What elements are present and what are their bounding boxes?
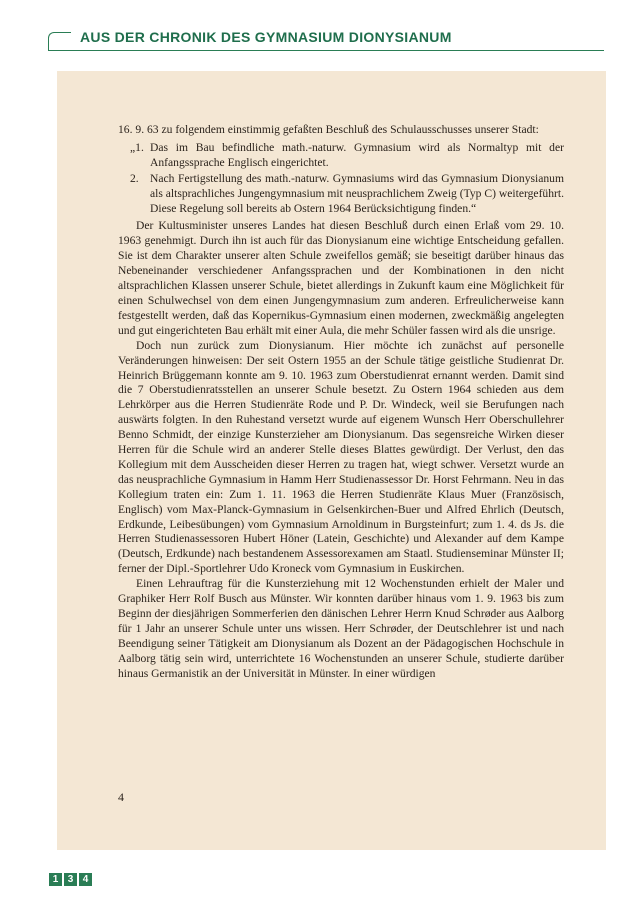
quote-item-number: 2. [130, 171, 139, 185]
page-indicator-digit: 4 [79, 873, 92, 886]
body-paragraph: Doch nun zurück zum Dionysianum. Hier möchte ich zunächst auf personelle Veränderungen hinweisen: Der seit Ostern 1955 an der Schule tätige geistliche Studienrat Dr. Heinrich Brüggemann konnte am 9. 10. 1963 zum Oberstudienrat ernannt werden. Damit sind die 7 Oberstudienratsstellen an unserer Schule besetzt. Zu Ostern 1964 schieden aus dem Lehrkörper aus die Herren Studienräte Rode und P. Dr. Windeck, weil sie Berufungen nach auswärts folgten. In den Ruhestand versetzt wurde auf eigenem Wunsch Herr Oberschullehrer Benno Schmidt, der einzige Kunsterzieher am Dionysianum. Das segensreiche Wirken dieser Herren für die Schule wird an anderer Stelle dieses Blattes gewürdigt. Der Verlust, den das Kollegium mit dem Ausscheiden dieser Herren zu tragen hat, wiegt schwer. Versetzt wurde an das neusprachliche Gymnasium in Hamm Herr Studienassessor Dr. Horst Fehrmann. Neu in das Kollegium traten ein: Zum 1. 11. 1963 die Herren Studienräte Klaus Muer (Französisch, Englisch) vom Max-Planck-Gymnasium in Gelsenkirchen-Buer und Alfred Ehrlich (Deutsch, Erdkunde, Leibesübungen) vom Gymnasium Arnoldinum in Burgsteinfurt; zum 1. 4. ds Js. die Herren Studienassessoren Hubert Höner (Latein, Geschichte) und Alexander auf dem Kampe (Deutsch, Erdkunde) nach bestandenem Assessorexamen am Staatl. Studienseminar Münster II; ferner der Dipl.-Sportlehrer Udo Kroneck vom Gymnasium in Euskirchen. [118, 338, 564, 576]
page-number: 4 [118, 790, 124, 804]
page-indicator-digit: 1 [49, 873, 62, 886]
resolution-quote [118, 141, 564, 217]
quote-item [118, 172, 564, 217]
header-rule [48, 50, 604, 51]
chapter-header [48, 28, 608, 52]
intro-paragraph: 16. 9. 63 zu folgendem einstimmig gefaßten Beschluß des Schulausschusses unserer Stadt: [118, 123, 539, 136]
scanned-page [57, 71, 606, 850]
quote-item-text: Nach Fertigstellung des math.-naturw. Gymnasiums wird das Gymnasium Dionysianum als altsprachliches Jungengymnasium mit neusprachlichem Zweig (Typ C) weitergeführt. Diese Regelung soll bereits ab Ostern 1964 Berücksichtigung finden.“ [150, 171, 564, 215]
body-paragraph: Der Kultusminister unseres Landes hat diesen Beschluß durch einen Erlaß vom 29. 10. 1963 genehmigt. Durch ihn ist auch für das Dionysianum eine wichtige Entscheidung gefallen. Sie ist dem Charakter unserer alten Schule zweifellos gemäß; sie beseitigt darüber hinaus das Nebeneinander verschiedener Anfangssprachen und der Kombinationen in den nicht altsprachlichen Klassen unserer Schule, bietet allerdings in Zukunft kaum eine Möglichkeit für einen Schulwechsel von dem einen Jungengymnasium zum anderen. Erfreulicherweise kann festgestellt werden, daß das Kopernikus-Gymnasium einen modernen, zweckmäßig angelegten und gut eingerichteten Bau erhält mit einer Aula, die mehr Schüler fassen wird als die unsrige. [118, 219, 564, 337]
page-text [118, 123, 564, 682]
page-indicator [49, 873, 92, 886]
quote-item-text: Das im Bau befindliche math.-naturw. Gymnasium wird als Normaltyp mit der Anfangssprache Englisch eingerichtet. [150, 140, 564, 169]
body-paragraph: Einen Lehrauftrag für die Kunsterziehung mit 12 Wochenstunden erhielt der Maler und Graphiker Herr Rolf Busch aus Münster. Wir konnten darüber hinaus vom 1. 9. 1963 bis zum Beginn der diesjährigen Sommerferien den dänischen Lehrer Herrn Knud Schrøder aus Aalborg für 1 Jahr an unserer Schule unter uns wissen. Herr Schrøder, der Deutschlehrer ist und nach Beendigung seiner Tätigkeit am Dionysianum als Dozent an der Pädagogischen Hochschule in Aalborg tätig sein wird, unterrichtete 16 Wochenstunden an unserer Schule, studierte darüber hinaus Germanistik an der Universität in Münster. In einer würdigen [118, 577, 564, 680]
quote-item-number: „1. [130, 140, 144, 154]
quote-item [118, 141, 564, 171]
chapter-title: AUS DER CHRONIK DES GYMNASIUM DIONYSIANUM [80, 29, 452, 45]
header-bracket-ornament [48, 32, 71, 51]
page-indicator-digit: 3 [64, 873, 77, 886]
